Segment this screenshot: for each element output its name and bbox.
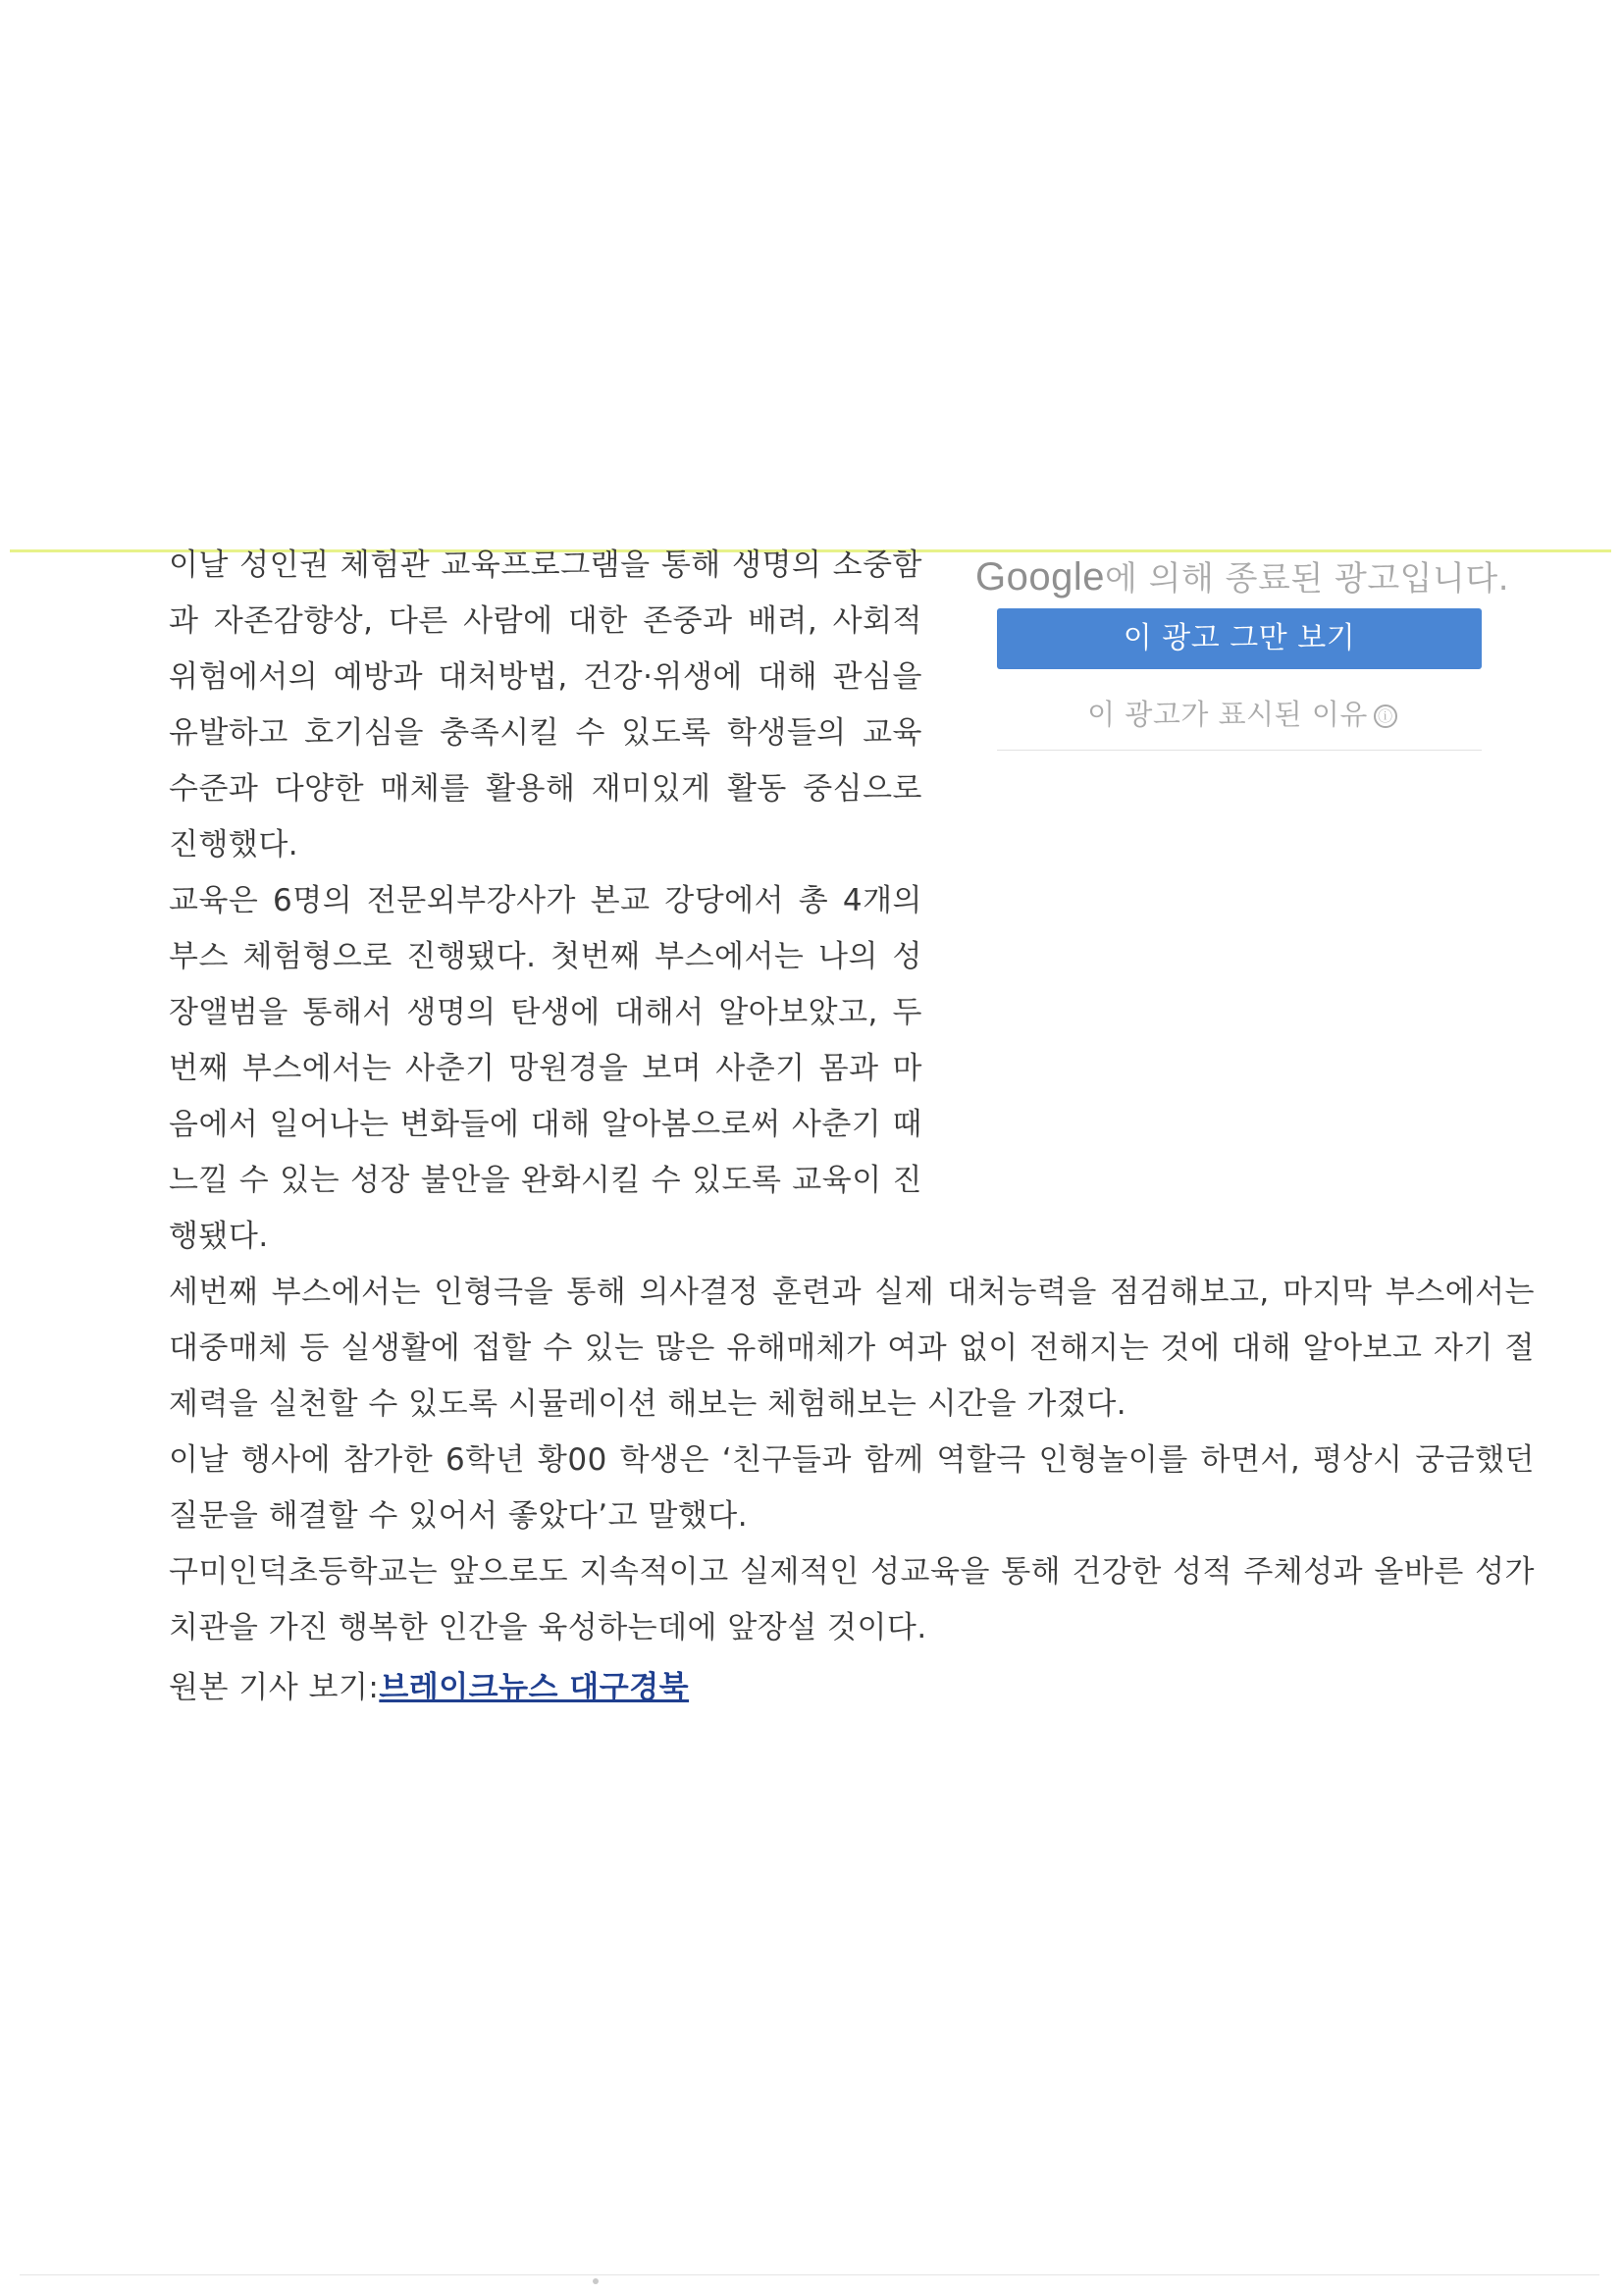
article-paragraph-3: 세번째 부스에서는 인형극을 통해 의사결정 훈련과 실제 대처능력을 점검해보고, 마지막 부스에서는 대중매체 등 실생활에 접할 수 있는 많은 유해매체가 여과 없이 전해지는 것에 대해 알아보고 자기 절제력을 실천할 수 있도록 시뮬레이션 해보는 체험해보는 시간을 가졌다. xyxy=(169,1275,1535,1422)
footer-dot xyxy=(593,2278,599,2284)
article-paragraph-2: 교육은 6명의 전문외부강사가 본교 강당에서 총 4개의 부스 체험형으로 진행됐다. 첫번째 부스에서는 나의 성장앨범을 통해서 생명의 탄생에 대해서 알아보았고, 두번째 부스에서는 사춘기 망원경을 보며 사춘기 몸과 마음에서 일어나는 변화들에 대해 알아봄으로써 사춘기 때 느낄 수 있는 성장 불안을 완화시킬 수 있도록 교육이 진행됐다. xyxy=(169,883,922,1254)
source-link[interactable]: 브레이크뉴스 대구경북 xyxy=(379,1670,690,1705)
info-icon: ⓘ xyxy=(1374,704,1397,728)
article-paragraph-4: 이날 행사에 참가한 6학년 황00 학생은 ‘친구들과 함께 역할극 인형놀이를 하면서, 평상시 궁금했던 질문을 해결할 수 있어서 좋았다’고 말했다. xyxy=(169,1442,1535,1534)
footer-divider xyxy=(20,2274,1599,2275)
ad-closed-text: 에 의해 종료된 광고입니다. xyxy=(1104,559,1509,599)
why-this-ad-text: 이 광고가 표시된 이유 xyxy=(1087,698,1368,731)
source-label: 원본 기사 보기: xyxy=(169,1670,380,1705)
ad-closed-notice xyxy=(950,538,1535,1185)
google-logo: Google xyxy=(975,555,1105,599)
article-paragraph-5: 구미인덕초등학교는 앞으로도 지속적이고 실제적인 성교육을 통해 건강한 성적 주체성과 올바른 성가치관을 가진 행복한 인간을 육성하는데에 앞장설 것이다. xyxy=(169,1554,1535,1645)
ad-divider xyxy=(997,750,1482,751)
source-line xyxy=(169,1660,689,1716)
article-paragraph-1: 이날 성인권 체험관 교육프로그램을 통해 생명의 소중함과 자존감향상, 다른 사람에 대한 존중과 배려, 사회적 위험에서의 예방과 대처방법, 건강·위생에 대해 관심을 유발하고 호기심을 충족시킬 수 있도록 학생들의 교육 수준과 다양한 매체를 활용해 재미있게 활동 중심으로 진행했다. xyxy=(169,548,922,862)
ad-closed-title xyxy=(950,549,1535,607)
why-this-ad-link[interactable] xyxy=(950,695,1535,734)
stop-seeing-ad-button[interactable]: 이 광고 그만 보기 xyxy=(997,608,1482,669)
article-body xyxy=(169,538,1535,1656)
